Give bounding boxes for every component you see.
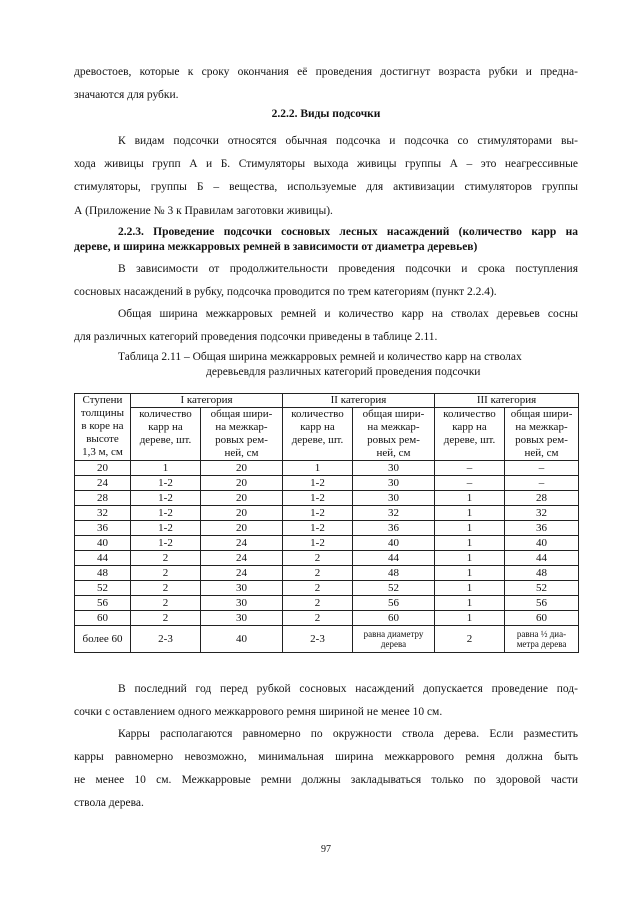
table-cell: 60	[75, 611, 131, 626]
table-cell: 2	[131, 581, 201, 596]
table-row	[75, 491, 579, 506]
table-cell: 1-2	[283, 506, 353, 521]
table-cell: 30	[201, 596, 283, 611]
body-text-line: В последний год перед рубкой сосновых насаждений допускается проведение под-	[118, 683, 578, 695]
table-cell: 2	[283, 566, 353, 581]
table-cell: 60	[505, 611, 579, 626]
table-cell: 2	[283, 596, 353, 611]
table-cell: 1-2	[131, 506, 201, 521]
table-cell: 36	[505, 521, 579, 536]
table-caption: Таблица 2.11 – Общая ширина межкарровых ремней и количество карр на стволах	[118, 351, 522, 363]
body-text-line: Общая ширина межкарровых ремней и количество карр на стволах деревьев сосны	[118, 308, 578, 320]
table-cell: 52	[505, 581, 579, 596]
subheader-cell: общая шири- на межкар- ровых рем- ней, см	[353, 408, 435, 461]
table-cell: 1	[435, 596, 505, 611]
table-cell: 44	[353, 551, 435, 566]
body-text-line: стимуляторы, группы Б – вещества, используемые для активизации стимуляторов группы	[74, 181, 578, 193]
subheader-cell: общая шири- на межкар- ровых рем- ней, см	[201, 408, 283, 461]
table-cell: 30	[201, 581, 283, 596]
table-cell: 2-3	[131, 626, 201, 653]
table-cell: 40	[201, 626, 283, 653]
table-cell: 1	[435, 611, 505, 626]
body-text-line: значаются для рубки.	[74, 89, 179, 101]
body-text-line: хода живицы групп А и Б. Стимуляторы выхода живицы группы А – это неагрессивные	[74, 158, 578, 170]
table-cell: 32	[75, 506, 131, 521]
body-text-line: сочки с оставлением одного межкаррового ремня шириной не менее 10 см.	[74, 706, 443, 718]
table-cell: 36	[353, 521, 435, 536]
table-cell: 24	[201, 536, 283, 551]
table-cell: 48	[75, 566, 131, 581]
table-cell: 56	[75, 596, 131, 611]
table-cell: –	[505, 461, 579, 476]
table-cell: 2	[131, 596, 201, 611]
table-cell: 40	[505, 536, 579, 551]
body-text-line: карры равномерно невозможно, минимальная ширина межкаррового ремня должна быть	[74, 751, 578, 763]
table-cell: 60	[353, 611, 435, 626]
table-cell: равна диаметру дерева	[353, 626, 435, 653]
table-row	[75, 626, 579, 653]
body-text-line: А (Приложение № 3 к Правилам заготовки живицы).	[74, 205, 333, 217]
table-cell: более 60	[75, 626, 131, 653]
table-cell: 44	[75, 551, 131, 566]
subheader-cell: количество карр на дереве, шт.	[283, 408, 353, 461]
body-text-line: древостоев, которые к сроку окончания её проведения достигнут возраста рубки и предна-	[74, 66, 578, 78]
subheader-cell: количество карр на дереве, шт.	[435, 408, 505, 461]
table-cell: 24	[201, 566, 283, 581]
subheader-cell: количество карр на дереве, шт.	[131, 408, 201, 461]
table-cell: 20	[201, 476, 283, 491]
table-cell: 28	[75, 491, 131, 506]
table-cell: 56	[505, 596, 579, 611]
body-text-line: ствола дерева.	[74, 797, 144, 809]
table-cell: 2	[283, 611, 353, 626]
table-row	[75, 521, 579, 536]
table-row	[75, 476, 579, 491]
table-cell: 2	[131, 611, 201, 626]
table-cell: 1	[435, 491, 505, 506]
table-cell: 40	[353, 536, 435, 551]
category-header: I категория	[131, 394, 283, 408]
category-header: III категория	[435, 394, 579, 408]
table-cell: 1	[131, 461, 201, 476]
table-row	[75, 611, 579, 626]
table-row	[75, 536, 579, 551]
table-cell: 24	[75, 476, 131, 491]
body-text-line: для различных категорий проведения подсочки приведены в таблице 2.11.	[74, 331, 438, 343]
table-cell: 52	[353, 581, 435, 596]
table-cell: 28	[505, 491, 579, 506]
table-cell: 40	[75, 536, 131, 551]
table-cell: 1-2	[283, 476, 353, 491]
table-row	[75, 461, 579, 476]
body-text-line: сосновых насаждений в рубку, подсочка проводится по трем категориям (пункт 2.2.4).	[74, 286, 497, 298]
section-heading: дереве, и ширина межкарровых ремней в зависимости от диаметра деревьев)	[74, 241, 478, 253]
table-cell: 48	[353, 566, 435, 581]
table-cell: 48	[505, 566, 579, 581]
table-cell: 56	[353, 596, 435, 611]
table-cell: 2	[283, 551, 353, 566]
table-cell: 20	[201, 506, 283, 521]
table-cell: 1-2	[131, 521, 201, 536]
table-cell: 1	[435, 551, 505, 566]
table-row	[75, 506, 579, 521]
table-row	[75, 596, 579, 611]
table-cell: 1	[435, 506, 505, 521]
body-text-line: В зависимости от продолжительности проведения подсочки и срока поступления	[118, 263, 578, 275]
table-cell: 24	[201, 551, 283, 566]
table-cell: 52	[75, 581, 131, 596]
table-cell: 2	[131, 551, 201, 566]
table-cell: 30	[353, 476, 435, 491]
page-number: 97	[321, 844, 331, 855]
table-cell: 32	[505, 506, 579, 521]
table-cell: 1	[435, 536, 505, 551]
table-cell: 30	[353, 491, 435, 506]
table-cell: 2-3	[283, 626, 353, 653]
table-row	[75, 566, 579, 581]
table-cell: 2	[435, 626, 505, 653]
table-cell: –	[435, 461, 505, 476]
table-cell: 20	[201, 461, 283, 476]
section-heading: 2.2.2. Виды подсочки	[271, 108, 381, 120]
table-cell: 1	[435, 581, 505, 596]
header-cell: Ступени толщины в коре на высоте 1,3 м, см	[75, 394, 131, 461]
table-cell: 2	[283, 581, 353, 596]
table-cell: 1	[283, 461, 353, 476]
table-cell: 30	[353, 461, 435, 476]
table-cell: –	[505, 476, 579, 491]
table-cell: 44	[505, 551, 579, 566]
table-row	[75, 551, 579, 566]
table-cell: 1	[435, 566, 505, 581]
table-cell: 1-2	[131, 491, 201, 506]
body-text-line: Карры располагаются равномерно по окружности ствола дерева. Если разместить	[118, 728, 578, 740]
table-cell: 1-2	[283, 491, 353, 506]
body-text-line: не менее 10 см. Межкарровые ремни должны закладываться только по здоровой части	[74, 774, 578, 786]
category-header: II категория	[283, 394, 435, 408]
table-cell: 20	[75, 461, 131, 476]
table-cell: 2	[131, 566, 201, 581]
data-table	[74, 393, 579, 653]
table-cell: 1-2	[131, 476, 201, 491]
table-row	[75, 581, 579, 596]
table-cell: 36	[75, 521, 131, 536]
table-cell: равна ½ диа-метра дерева	[505, 626, 579, 653]
table-cell: 20	[201, 521, 283, 536]
table-cell: 1-2	[283, 521, 353, 536]
body-text-line: К видам подсочки относятся обычная подсочка и подсочка со стимуляторами вы-	[118, 135, 578, 147]
table-cell: 30	[201, 611, 283, 626]
table-caption: деревьевдля различных категорий проведения подсочки	[206, 366, 481, 378]
table-cell: 32	[353, 506, 435, 521]
table-cell: 1	[435, 521, 505, 536]
table-cell: –	[435, 476, 505, 491]
section-heading: 2.2.3. Проведение подсочки сосновых лесных насаждений (количество карр на	[118, 226, 578, 238]
subheader-cell: общая шири- на межкар- ровых рем- ней, см	[505, 408, 579, 461]
table-cell: 20	[201, 491, 283, 506]
table-cell: 1-2	[283, 536, 353, 551]
table-cell: 1-2	[131, 536, 201, 551]
